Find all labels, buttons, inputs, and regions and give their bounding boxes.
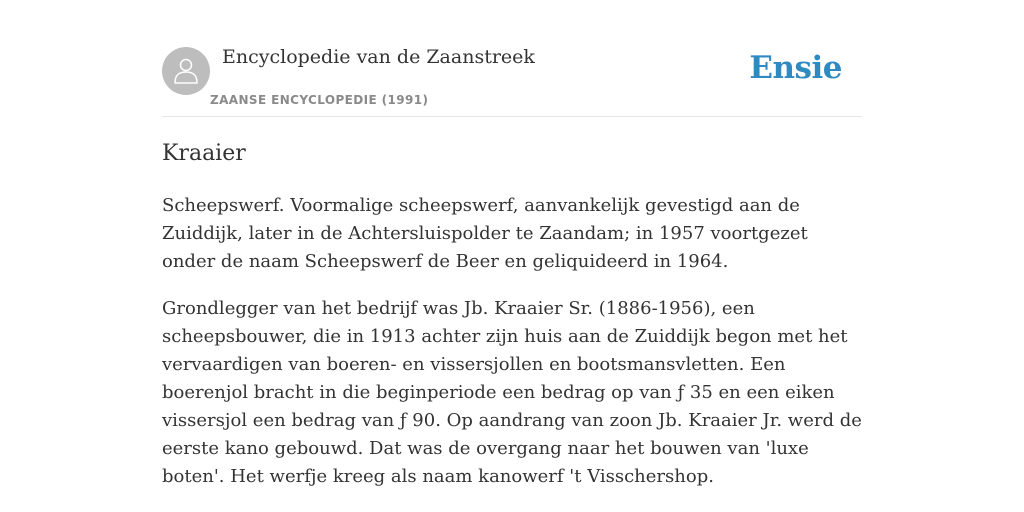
entry-paragraph: Grondlegger van het bedrijf was Jb. Kraaier Sr. (1886-1956), een scheepsbouwer, die in 1913 achter zijn huis aan de Zuiddijk begon met het vervaardigen van boeren- en vissersjollen en bootsmansvletten. Een boerenjol bracht in die beginperiode een bedrag op van ƒ 35 en een eiken vissersjol een bedrag van ƒ 90. Op aandrang van zoon Jb. Kraaier Jr. werd de eerste kano gebouwd. Dat was de overgang naar het bouwen van 'luxe boten'. Het werfje kreeg als naam kanowerf 't Visschershop.: [162, 298, 862, 487]
brand-logo[interactable]: Ensie: [749, 50, 842, 86]
source-header: [162, 0, 862, 117]
entry-card: [162, 0, 862, 512]
source-avatar[interactable]: [162, 47, 210, 95]
entry-title: Kraaier: [162, 141, 246, 166]
source-title[interactable]: Encyclopedie van de Zaanstreek: [222, 46, 535, 68]
source-subtitle: ZAANSE ENCYCLOPEDIE (1991): [210, 93, 429, 107]
entry-paragraph: Scheepswerf. Voormalige scheepswerf, aanvankelijk gevestigd aan de Zuiddijk, later in de Achtersluispolder te Zaandam; in 1957 voortgezet onder de naam Scheepswerf de Beer en geliquideerd in 1964.: [162, 195, 808, 272]
user-icon: [173, 57, 199, 85]
entry-body: [162, 192, 864, 510]
